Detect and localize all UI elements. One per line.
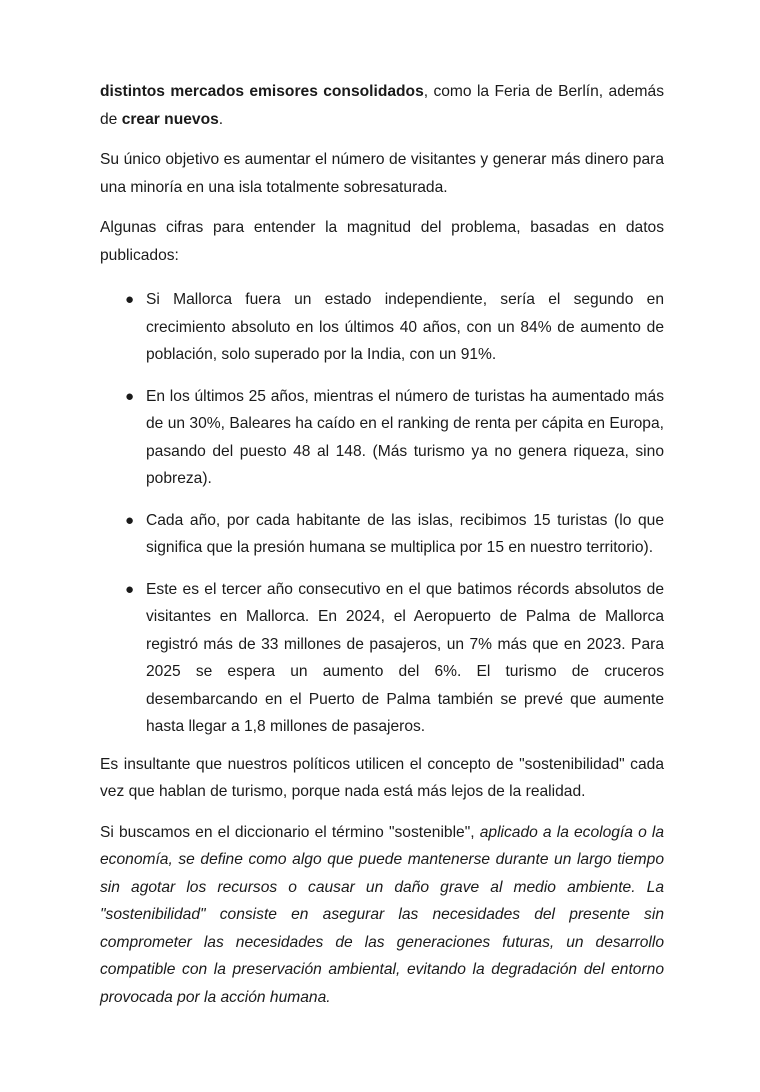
paragraph-figures-intro: Algunas cifras para entender la magnitud del problema, basadas en datos publicados: — [100, 219, 664, 264]
bold-phrase-markets: distintos mercados emisores consolidados — [100, 83, 424, 100]
bullet-icon: ● — [125, 580, 135, 598]
list-item — [100, 286, 664, 369]
list-item — [100, 576, 664, 741]
bullet-icon: ● — [125, 291, 135, 308]
bold-phrase-create: crear nuevos — [121, 110, 219, 128]
list-item-text: Este es el tercer año consecutivo en el que batimos récords absolutos de visitantes en Mallorca. En 2024, el Aeropuerto de Palma de Mallorca registró más de 33 millones de pasajeros, un 7% más que en 2023. Para 2025 se espera un aumento del 6%. El turismo de cruceros desembarcando en el Puerto de Palma también se prevé que aumente hasta llegar a 1,8 millones de pasajeros. — [146, 580, 664, 735]
figures-list — [100, 286, 664, 741]
list-item-text: Si Mallorca fuera un estado independiente, sería el segundo en crecimiento absoluto en los últimos 40 años, con un 84% de aumento de población, solo superado por la India, con un 91%. — [146, 291, 664, 363]
paragraph-text: . — [218, 110, 224, 128]
list-item — [100, 507, 664, 562]
list-item-text: En los últimos 25 años, mientras el número de turistas ha aumentado más de un 30%, Baleares ha caído en el ranking de renta per cápita en Europa, pasando del puesto 48 al 148. (Más turismo ya no genera riqueza, sino pobreza). — [146, 387, 664, 487]
bullet-icon: ● — [125, 511, 135, 529]
list-item — [100, 383, 664, 493]
bullet-icon: ● — [125, 387, 135, 405]
paragraph-definition — [100, 819, 664, 1012]
list-item-text: Cada año, por cada habitante de las islas, recibimos 15 turistas (lo que significa que la presión humana se multiplica por 15 en nuestro territorio). — [146, 511, 664, 556]
italic-definition: aplicado a la ecología o la economía, se define como algo que puede mantenerse durante un largo tiempo sin agotar los recursos o causar un daño grave al medio ambiente. La "sostenibilidad" consiste en asegurar las necesidades del presente sin comprometer las necesidades de las generaciones futuras, un desarrollo compatible con la preservación ambiental, evitando la degradación del entorno provocada por la acción humana. — [100, 823, 665, 1006]
paragraph-intro-continuation — [100, 78, 664, 133]
paragraph-text: , como la Feria de Berlín, además de — [100, 83, 664, 128]
paragraph-objective: Su único objetivo es aumentar el número de visitantes y generar más dinero para una minoría en una isla totalmente sobresaturada. — [100, 151, 664, 196]
paragraph-sustainability-critique: Es insultante que nuestros políticos utilicen el concepto de "sostenibilidad" cada vez que hablan de turismo, porque nada está más lejos de la realidad. — [100, 755, 664, 800]
paragraph-text: Si buscamos en el diccionario el término "sostenible", — [100, 823, 480, 841]
